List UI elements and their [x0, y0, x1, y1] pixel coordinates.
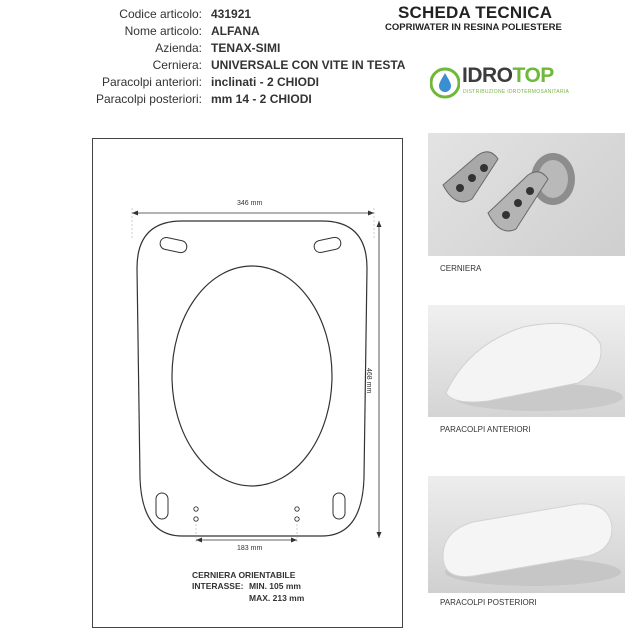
water-drop-icon: [430, 64, 460, 100]
hinge-hole: [295, 507, 299, 511]
hinge-max-label: MAX. 213 mm: [249, 593, 305, 603]
document-subtitle: COPRIWATER IN RESINA POLIESTERE: [385, 22, 562, 33]
front-bumper-caption: PARACOLPI ANTERIORI: [440, 425, 531, 434]
rear-bumper-photo: [428, 476, 625, 593]
hinge-hole: [194, 517, 198, 521]
front-bumper-right: [313, 236, 342, 253]
hinge-hole: [194, 507, 198, 511]
spec-value-front-bumpers: inclinati - 2 CHIODI: [211, 75, 320, 89]
spec-value-code: 431921: [211, 7, 252, 21]
spec-value-hinge: UNIVERSALE CON VITE IN TESTA: [211, 58, 406, 72]
hinge-min-label: MIN. 105 mm: [249, 581, 301, 591]
height-dimension-label: 468 mm: [365, 368, 372, 394]
rear-bumper-right: [333, 493, 345, 519]
rear-bumper-left: [156, 493, 168, 519]
spec-label-company: Azienda:: [155, 41, 202, 55]
document-title: SCHEDA TECNICA: [398, 3, 553, 22]
width-dimension-label: 346 mm: [237, 200, 263, 207]
spec-label-front-bumpers: Paracolpi anteriori:: [101, 75, 202, 89]
hinge-hole: [295, 517, 299, 521]
spec-value-company: TENAX-SIMI: [211, 41, 281, 55]
spec-value-name: ALFANA: [211, 24, 260, 38]
hinge-caption: CERNIERA: [440, 264, 482, 273]
spec-label-hinge: Cerniera:: [152, 58, 202, 72]
spec-label-code: Codice articolo:: [119, 7, 202, 21]
logo-tagline: DISTRIBUZIONE IDROTERMOSANITARIA: [463, 89, 570, 95]
spec-label-name: Nome articolo:: [124, 24, 202, 38]
hinge-photo: [428, 133, 625, 256]
toilet-seat-drawing: [92, 138, 403, 628]
hinge-note-label: INTERASSE:: [192, 581, 244, 591]
idrotop-logo: [430, 64, 570, 108]
rear-bumper-caption: PARACOLPI POSTERIORI: [440, 598, 537, 607]
hinge-spacing-label: 183 mm: [237, 545, 263, 552]
hinge-note-title: CERNIERA ORIENTABILE: [192, 570, 296, 580]
seat-opening: [172, 266, 332, 486]
front-bumper-left: [159, 236, 188, 253]
spec-label-rear-bumpers: Paracolpi posteriori:: [95, 92, 202, 106]
logo-wordmark: IDROTOP: [462, 64, 554, 87]
spec-value-rear-bumpers: mm 14 - 2 CHIODI: [211, 92, 312, 106]
front-bumper-photo: [428, 305, 625, 417]
